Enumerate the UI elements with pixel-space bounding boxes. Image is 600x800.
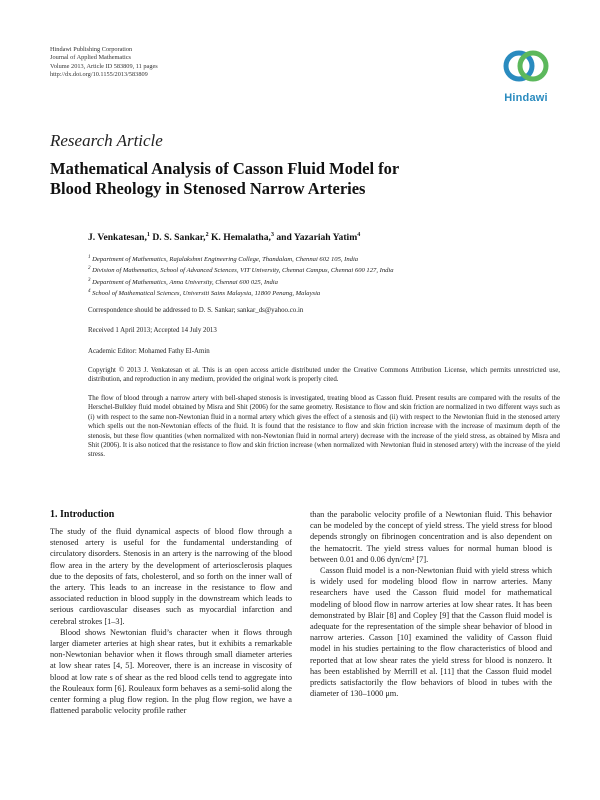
affiliation-2: $^2$ Division of Mathematics, School of Advanced Sciences, VIT University, Chennai Campus, Chennai 600 127, India (88, 266, 394, 275)
author-4: and Yazariah Yatim$^4$ (276, 232, 361, 244)
title-line-2: Blood Rheology in Stenosed Narrow Arteries (50, 179, 366, 198)
volume-line: Volume 2013, Article ID 583809, 11 pages (50, 62, 158, 70)
received-dates: Received 1 April 2013; Accepted 14 July 2013 (88, 327, 217, 334)
paragraph: The study of the fluid dynamical aspects of blood flow through a stenosed artery is useful for the fundamental understanding of circulatory disorders. Stenosis in an artery is the narrowing of the blood flow area in the artery by the development of arteriosclerosis plaques due to the deposits of fats, cholesterol, and so forth on the inner wall of the artery. This leads to an increase in the resistance to flow and associated reduction in blood supply in the downstream which leads to serious cardiovascular diseases such as myocardial infarction and cerebral strokes [1–3]. (50, 527, 292, 626)
author-3: K. Hemalatha,$^3$ (210, 232, 274, 244)
author-2: D. S. Sankar,$^2$ (152, 232, 209, 244)
journal-header (50, 46, 350, 80)
section-heading-introduction: 1. Introduction (50, 509, 115, 520)
publisher-line: Hindawi Publishing Corporation (50, 46, 133, 53)
correspondence: Correspondence should be addressed to D. S. Sankar; sankar_ds@yahoo.co.in (88, 307, 304, 314)
author-1: J. Venkatesan,$^1$ (88, 232, 150, 244)
abstract: The flow of blood through a narrow artery with bell-shaped stenosis is investigated, treating blood as Casson fluid. Present results are compared with the results of the Herschel-Bulkley fluid model obtained by Misra and Shit (2006) for the same geometry. Resistance to flow and skin friction are normalized in two different ways such as (i) with respect to the same non-Newtonian fluid in a normal artery which gives the effect of a stenosis and (ii) with respect to the Newtonian fluid in the stenosed artery which spells out the non-Newtonian effects of the fluid. It is found that the resistance to flow and skin friction increase with the increase of maximum depth of the stenosis, but these flow quantities (when normalized with non-Newtonian fluid in normal artery) decrease with the increase of the yield stress, as obtained by Misra and Shit (2006). It is also noticed that the resistance to flow and skin friction increase (when normalized with Newtonian fluid in stenosed artery) with the increase of the yield stress. (88, 395, 560, 459)
hindawi-logo (496, 46, 556, 106)
hindawi-logo-icon (496, 46, 556, 88)
article-type-label: Research Article (50, 131, 163, 150)
affiliation-4: $^4$ School of Mathematical Sciences, Universiti Sains Malaysia, 11800 Penang, Malaysia (88, 289, 321, 298)
paragraph: Blood shows Newtonian fluid’s character when it flows through larger diameter arteries at high shear rates, but it exhibits a remarkable non-Newtonian behavior when it flows through small diameter arteries at low shear rates [4, 5]. Moreover, there is an increase in viscosity of blood at low rate s of shear as the red blood cells tend to aggregate into the Rouleaux form [6]. Rouleaux form behaves as a semi-solid along the center forming a plug flow region. In the plug flow region, we have a flattened parabolic velocity profile rather (50, 627, 292, 716)
academic-editor: Academic Editor: Mohamed Fathy El-Amin (88, 348, 210, 355)
left-column (50, 526, 292, 716)
affiliation-1: $^1$ Department of Mathematics, Rajalakshmi Engineering College, Thandalam, Chennai 602 105, India (88, 255, 359, 264)
paragraph: than the parabolic velocity profile of a Newtonian fluid. This behavior can be modeled by the concept of yield stress. The yield stress for blood depends strongly on fibrinogen concentration and is also dependent on the hematocrit. The yield stress values for normal human blood is between 0.01 and 0.06 dyn/cm² [7]. (310, 510, 552, 564)
affiliation-3: $^3$ Department of Mathematics, Anna University, Chennai 600 025, India (88, 277, 278, 286)
doi-link[interactable]: http://dx.doi.org/10.1155/2013/583809 (50, 71, 148, 79)
right-column (310, 509, 552, 699)
logo-wordmark: Hindawi (504, 92, 548, 104)
copyright-notice: Copyright © 2013 J. Venkatesan et al. This is an open access article distributed under the Creative Commons Attribution License, which permits unrestricted use, distribution, and reproduction in any medium, provided the original work is properly cited. (88, 367, 560, 383)
affiliations (88, 253, 558, 299)
author-list (88, 232, 558, 243)
title-line-1: Mathematical Analysis of Casson Fluid Model for (50, 159, 400, 178)
journal-name: Journal of Applied Mathematics (50, 54, 131, 62)
paper-title (50, 159, 550, 199)
paragraph: Casson fluid model is a non-Newtonian fluid with yield stress which is widely used for modeling blood flow in narrow arteries. Many researchers have used the Casson fluid model for mathematical modeling of blood flow in narrow arteries at low shear rates. It has been demonstrated by Blair [8] and Copley [9] that the Casson fluid model is adequate for the representation of the simple shear behavior of blood in narrow arteries. Casson [10] examined the validity of Casson fluid model in his studies pertaining to the flow characteristics of blood and reported that at low shear rates the yield stress for blood is nonzero. It has been established by Merrill et al. [11] that the Casson fluid model predicts satisfactorily the flow behaviors of blood in tubes with the diameter of 130–1000 μm. (310, 566, 552, 699)
